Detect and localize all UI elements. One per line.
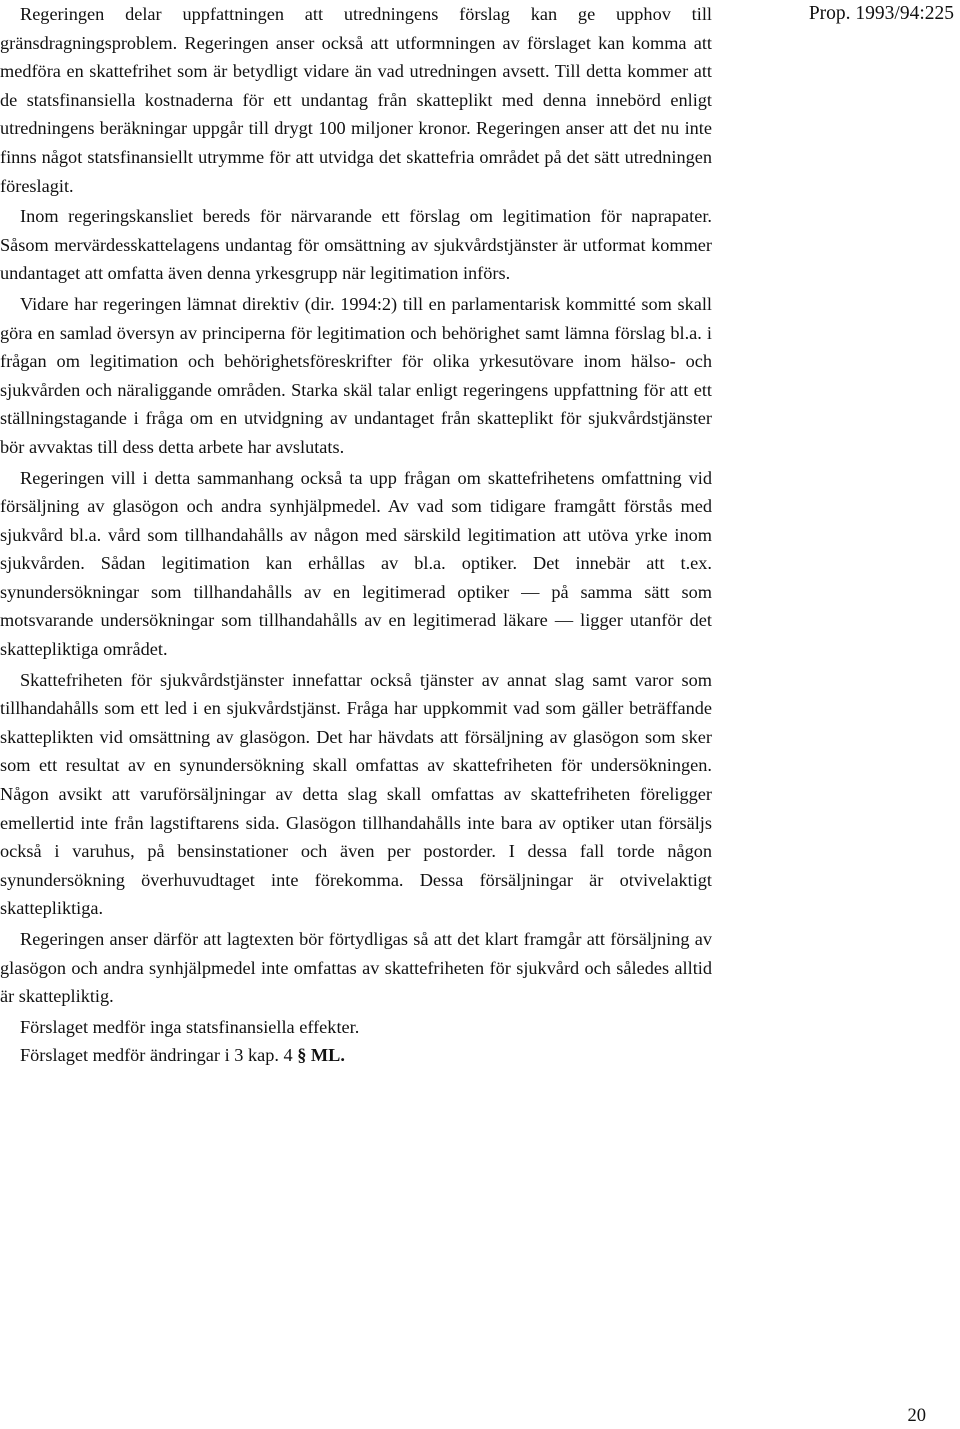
paragraph-budget-cost: Regeringen delar uppfattningen att utredningens förslag kan ge upphov till gränsdragningsproblem. Regeringen anser också att utformningen av förslaget kan komma att medföra en skattefrihet som är betydligt vidare än vad utredningen avsett. Till detta kommer att de statsfinansiella kostnaderna för ett undantag från skatteplikt med denna innebörd enligt utredningens beräkningar uppgår till drygt 100 miljoner kronor. Regeringen anser att det nu inte finns något statsfinansiellt utrymme för att utvidga det skattefria området på det sätt utredningen föreslagit. [0,4,712,196]
paragraph-clarify-law-text: Regeringen anser därför att lagtexten bör förtydligas så att det klart framgår att försäljning av glasögon och andra synhjälpmedel inte omfattas av skattefriheten för sjukvård och således alltid är skattepliktig. [0,929,712,1007]
page-number: 20 [907,1406,926,1426]
paragraph-naprapater: Inom regeringskansliet bereds för närvarande ett förslag om legitimation för naprapater. Såsom mervärdesskattelagens undantag för omsättning av sjukvårdstjänster är utformat kommer undantaget att omfatta även denna yrkesgrupp när legitimation införs. [0,206,712,284]
ml-abbreviation: ML. [306,1045,345,1066]
paragraph-parliamentary-committee: Vidare har regeringen lämnat direktiv (dir. 1994:2) till en parlamentarisk kommitté som skall göra en samlad översyn av principerna för legitimation och behörighet samt lämna förslag bl.a. i frågan om legitimation och behörighetsföreskrifter för olika yrkesutövare inom hälso- och sjukvården och näraliggande områden. Starka skäl talar enligt regeringens uppfattning för att ett ställningstagande i fråga om en utvidgning av undantaget från skatteplikt för sjukvårdstjänster bör avvaktas till dess detta arbete har avslutats. [0,293,712,457]
paragraph-healthcare-services: Skattefriheten för sjukvårdstjänster innefattar också tjänster av annat slag samt varor som tillhandahålls som ett led i en sjukvårdstjänst. Fråga har uppkommit vad som gäller beträffande skatteplikten vid omsättning av glasögon. Det har hävdats att försäljning av glasögon som sker som ett resultat av en synundersökning skall omfattas av skattefriheten för undersökningen. Någon avsikt att varuförsäljningar av detta slag skall omfattas av skattefriheten föreligger emellertid inte från lagstiftarens sida. Glasögon tillhandahålls inte bara av optiker utan försäljs också i varuhus, på bensinstationer och även per postorder. I dessa fall torde någon synundersökning överhuvudtaget inte förekomma. Dessa försäljningar är otvivelaktigt skattepliktiga. [0,669,712,919]
document-reference: Prop. 1993/94:225 [808,3,954,24]
paragraph-no-budget-effects: Förslaget medför inga statsfinansiella effekter. [20,1016,360,1037]
section-sign: § [297,1045,307,1066]
paragraph-glasses-tax-exemption: Regeringen vill i detta sammanhang också ta upp frågan om skattefrihetens omfattning vid försäljning av glasögon och andra synhjälpmedel. Av vad som tidigare framgått förstås med sjukvård bl.a. vård som tillhandahålls av någon med särskild legitimation att utöva yrke inom sjukvården. Sådan legitimation kan erhållas av bl.a. optiker. Det innebär att t.ex. synundersökningar som tillhandahålls av en legitimerad optiker — på samma sätt som motsvarande undersökningar som tillhandahålls av en legitimerad läkare — ligger utanför det skattepliktiga området. [0,467,712,660]
amendments-text: Förslaget medför ändringar i 3 kap. 4 [20,1045,298,1066]
paragraph-amendments [0,1041,712,1070]
